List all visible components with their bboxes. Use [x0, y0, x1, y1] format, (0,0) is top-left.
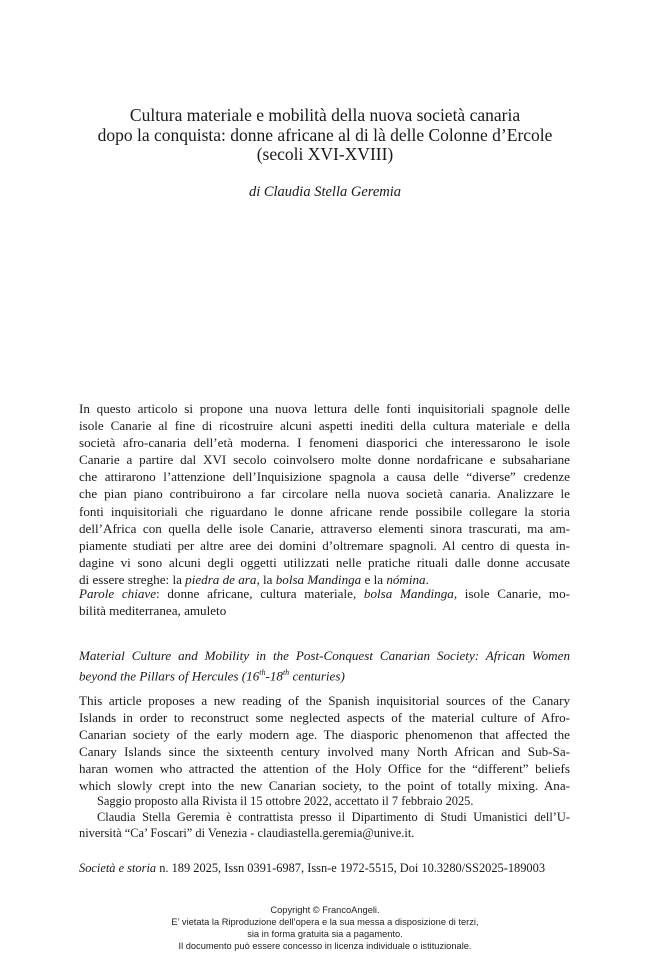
abstract-en-line: Canary Islands since the sixteenth century involved many North African and Sub-Sa- [79, 744, 570, 760]
english-title-line-1: Material Culture and Mobility in the Post-Conquest Canarian Society: African Women [79, 648, 570, 663]
abstract-it-line: che pian piano contribuirono a far circolare nella nuova società canaria. Analizzare le [79, 486, 570, 502]
abstract-it-line: piamente studiati per altre aree dei domini d’oltremare spagnoli. Al centro di questa in- [79, 537, 570, 553]
keywords-label: Parole chiave [79, 586, 157, 601]
title-line-1: Cultura materiale e mobilità della nuova società canaria [129, 105, 521, 125]
title-line-2: dopo la conquista: donne africane al di là delle Colonne d’Ercole [97, 124, 553, 145]
abstract-it-line: Canarie a partire dal XVI secolo coinvolsero molte donne nordafricane e subsahariane [79, 452, 570, 468]
keywords-line-2: bilità mediterranea, amuleto [79, 603, 227, 619]
abstract-it-last-prefix: di essere streghe: la [79, 571, 186, 587]
journal-name: Società e storia [79, 861, 157, 875]
abstract-it-line: isole Canarie al fine di ricostruire alcuni aspetti inediti della cultura materiale e della [79, 418, 570, 434]
journal-citation [79, 860, 570, 876]
abstract-it-line: dagine vi sono alcuni degli oggetti utilizzati nelle pratiche rituali dalle donne accusate [79, 554, 570, 570]
note-submission: Saggio proposto alla Rivista il 15 ottobre 2022, accettato il 7 febbraio 2025. [97, 794, 474, 808]
english-title-mid: -18 [265, 668, 283, 684]
superscript: th [282, 668, 290, 678]
term-piedra-de-ara: piedra de ara [185, 571, 257, 587]
copyright-notice [0, 904, 650, 952]
english-title [79, 647, 570, 685]
abstract-it-line: che attirarono l’attenzione dell’Inquisizione spagnola a causa delle “diverse” credenze [79, 469, 570, 485]
keywords-italic: bolsa Mandinga [363, 586, 454, 601]
abstract-it-sep: , la [256, 571, 276, 587]
author-byline: di Claudia Stella Geremia [248, 184, 402, 200]
footnotes [79, 793, 570, 841]
abstract-it-line: dell’Africa con quella delle isole Canarie, attraverso elementi sinora trascurati, ma am- [79, 520, 570, 536]
abstract-it-end: . [425, 571, 429, 587]
english-title-suffix: centuries) [289, 668, 345, 684]
note-author-email: niversità “Ca’ Foscari” di Venezia - claudiastella.geremia@unive.it. [79, 826, 415, 840]
term-nomina: nómina [386, 571, 426, 587]
keywords-line-1 [79, 585, 570, 602]
keywords [79, 585, 570, 619]
abstract-en-line: which slowly crept into the new Canarian society, to the point of totally mixing. Ana- [79, 778, 570, 794]
keywords-part-2: , isole Canarie, mo- [453, 586, 571, 601]
abstract-en-line: This article proposes a new reading of the Spanish inquisitorial sources of the Canary [79, 693, 570, 708]
copyright-line-1: Copyright © FrancoAngeli. [270, 905, 380, 915]
abstract-en-line: Islands in order to reconstruct some neglected aspects of the material culture of Afro- [79, 710, 570, 726]
abstract-it-sep: e la [361, 571, 387, 587]
note-author-affiliation: Claudia Stella Geremia è contrattista presso il Dipartimento di Studi Umanistici dell’U- [97, 810, 570, 824]
superscript: th [259, 668, 266, 678]
copyright-line-3: sia in forma gratuita sia a pagamento. [247, 929, 403, 939]
abstract-it-line: fonti inquisitoriali che riguardano le donne africane rende possibile collegare la storia [79, 503, 570, 519]
english-title-line-2 [79, 664, 570, 684]
copyright-line-2: E’ vietata la Riproduzione dell’opera e la sua messa a disposizione di terzi, [171, 917, 479, 927]
article-title [60, 106, 590, 165]
title-line-3: (secoli XVI-XVIII) [256, 144, 394, 164]
abstract-english [79, 692, 570, 795]
keywords-part-1: : donne africane, cultura materiale, [156, 586, 364, 601]
citation-details: n. 189 2025, Issn 0391-6987, Issn-e 1972-5515, Doi 10.3280/SS2025-189003 [156, 861, 546, 875]
abstract-en-line: haran women who attracted the attention of the Holy Office for the “different” beliefs [79, 761, 570, 777]
term-bolsa-mandinga: bolsa Mandinga [275, 571, 362, 587]
copyright-line-4: Il documento può essere concesso in licenza individuale o istituzionale. [178, 941, 472, 951]
abstract-it-line: In questo articolo si propone una nuova lettura delle fonti inquisitoriali spagnole delle [79, 401, 570, 416]
abstract-it-line: società afro-canaria dell’età moderna. I fenomeni diasporici che interessarono le isole [79, 435, 570, 451]
abstract-italian [79, 400, 570, 588]
english-title-prefix: beyond the Pillars of Hercules (16 [79, 668, 260, 684]
abstract-en-line: Canarian society of the early modern age. The diasporic phenomenon that affected the [79, 727, 570, 743]
